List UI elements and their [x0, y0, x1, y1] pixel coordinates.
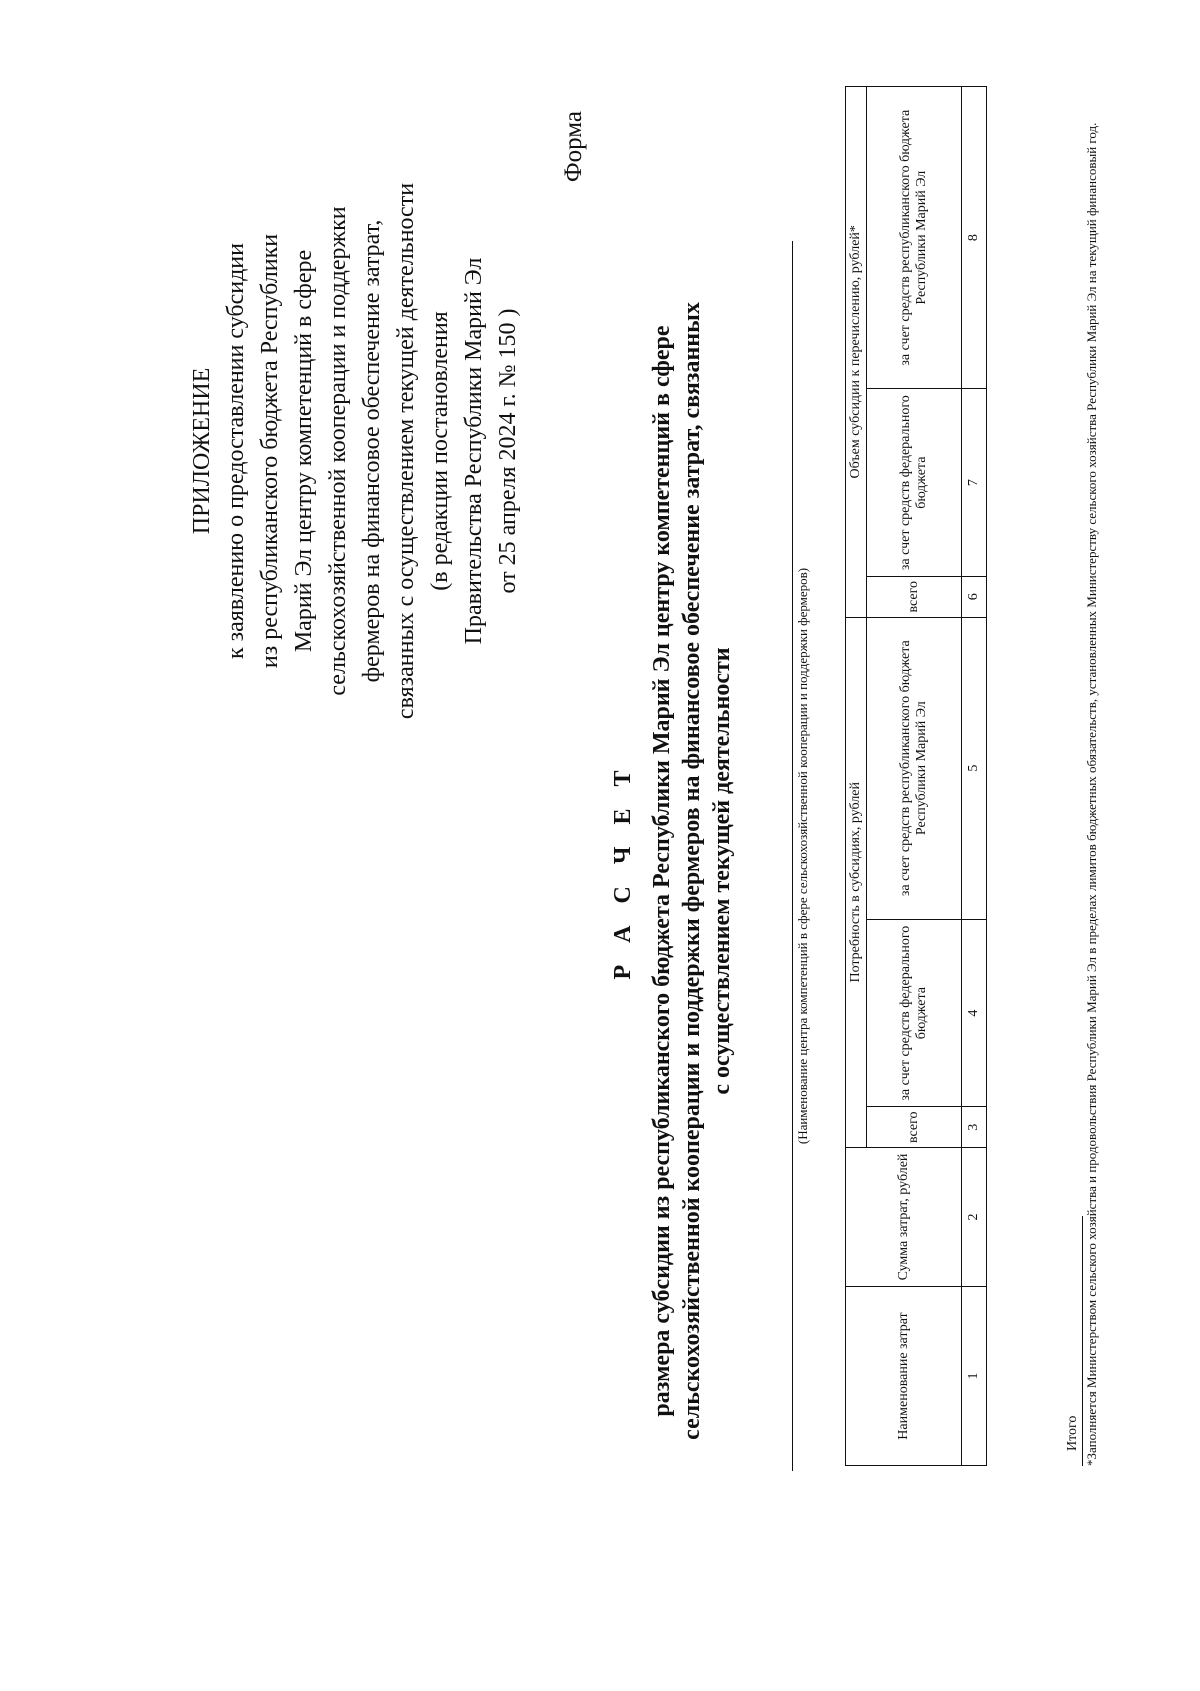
header-volume-republic: за счет средств республиканского бюджета Республики Марий Эл: [867, 87, 962, 389]
appendix-line: связанных с осуществлением текущей деятельности: [393, 182, 419, 720]
column-number: 4: [962, 919, 987, 1107]
column-number: 7: [962, 389, 987, 577]
appendix-line: Марий Эл центру компетенций в сфере: [291, 249, 317, 653]
column-number: 5: [962, 617, 987, 919]
total-label: Итого: [1065, 1415, 1080, 1451]
appendix-header: ПРИЛОЖЕНИЕ: [189, 367, 215, 535]
header-volume-total: всего: [867, 576, 962, 617]
column-number: 2: [962, 1148, 987, 1287]
header-subsidy-need: Потребность в субсидиях, рублей: [846, 617, 867, 1147]
calculation-table: [845, 86, 987, 1466]
title-line: сельскохозяйственной кооперации и поддержки фермеров на финансовое обеспечение затрат, связанных: [679, 302, 705, 1440]
header-cost-name: Наименование затрат: [846, 1287, 962, 1466]
column-number: 6: [962, 576, 987, 617]
header-need-republic: за счет средств республиканского бюджета Республики Марий Эл: [867, 617, 962, 919]
appendix-line: сельскохозяйственной кооперации и поддержки: [325, 206, 351, 696]
header-need-total: всего: [867, 1107, 962, 1148]
footnote: *Заполняется Министерством сельского хозяйства и продовольствия Республики Марий Эл в пределах лимитов бюджетных обязательств, установленных Министерству сельского хозяйства Республики Марий Эл на текущий финансовый год.: [1084, 122, 1099, 1466]
header-subsidy-volume: Объем субсидии к перечислению, рублей*: [846, 87, 867, 618]
appendix-line: Правительства Республики Марий Эл: [461, 257, 487, 645]
appendix-line: из республиканского бюджета Республики: [257, 233, 283, 669]
title-line: размера субсидии из республиканского бюджета Республики Марий Эл центру компетенций в сфере: [649, 325, 675, 1417]
appendix-line: от 25 апреля 2024 г. № 150 ): [495, 308, 521, 594]
column-number: 8: [962, 87, 987, 389]
appendix-block: [185, 91, 525, 811]
org-name-caption: (Наименование центра компетенций в сфере сельскохозяйственной кооперации и поддержки фермеров): [795, 567, 810, 1145]
appendix-line: (в редакции постановления: [427, 311, 453, 591]
footnote-separator: [1082, 1216, 1083, 1466]
appendix-line: фермеров на финансовое обеспечение затрат,: [359, 219, 385, 683]
org-name-line: [792, 241, 793, 1471]
appendix-line: к заявлению о предоставлении субсидии: [223, 243, 249, 659]
header-volume-federal: за счет средств федерального бюджета: [867, 389, 962, 577]
form-label: Форма: [560, 111, 587, 183]
column-number: 1: [962, 1287, 987, 1466]
header-cost-sum: Сумма затрат, рублей: [846, 1148, 962, 1287]
title-line: с осуществлением текущей деятельности: [709, 647, 735, 1095]
column-number: 3: [962, 1107, 987, 1148]
document-title: [610, 171, 737, 1571]
title-heading: Р А С Ч Е Т: [610, 762, 636, 980]
header-need-federal: за счет средств федерального бюджета: [867, 919, 962, 1107]
